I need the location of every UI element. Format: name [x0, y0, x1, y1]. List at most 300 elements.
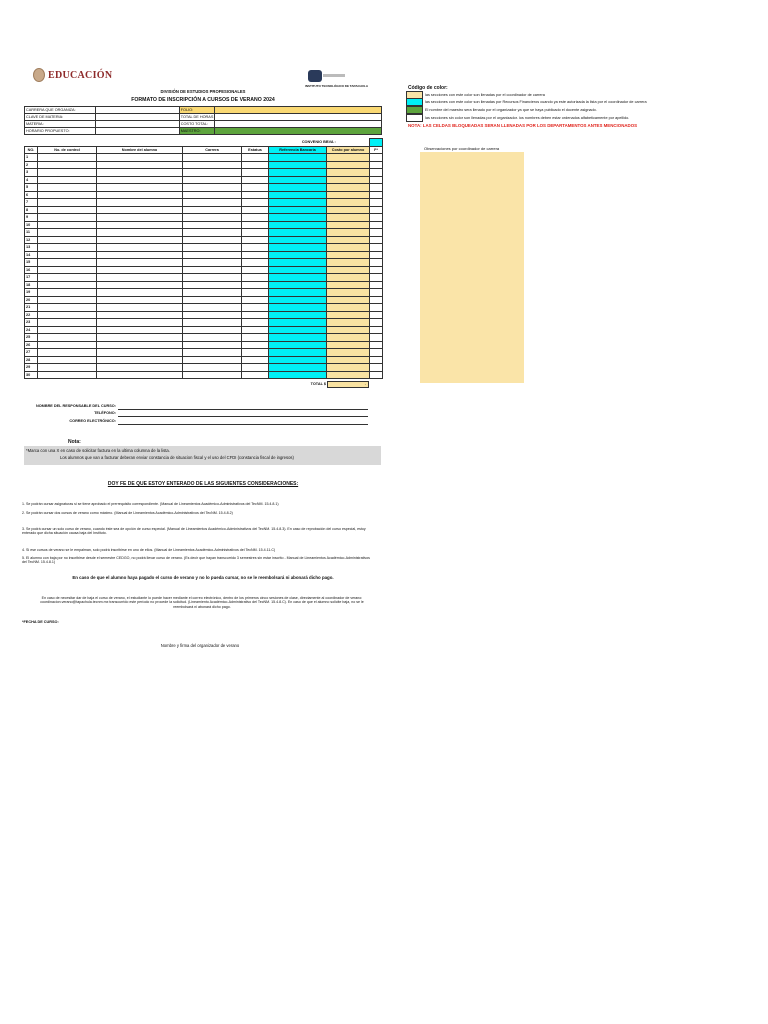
factura-cell[interactable]	[370, 229, 383, 237]
materia-label: MATERIA:	[25, 121, 96, 128]
factura-cell[interactable]	[370, 259, 383, 267]
nombre-cell[interactable]	[97, 169, 183, 177]
nombre-cell[interactable]	[97, 221, 183, 229]
nota-line-1: *Marca con una X en caso de solicitar factura en la ultima columna de la lista.	[26, 448, 170, 453]
institute-mark-icon	[308, 70, 322, 82]
table-row	[25, 356, 383, 364]
control-cell[interactable]	[38, 296, 97, 304]
carrera-cell[interactable]	[183, 191, 242, 199]
control-cell[interactable]	[38, 199, 97, 207]
factura-cell[interactable]	[370, 364, 383, 372]
factura-cell[interactable]	[370, 221, 383, 229]
control-cell[interactable]	[38, 244, 97, 252]
estatus-cell[interactable]	[242, 274, 269, 282]
nombre-cell[interactable]	[97, 326, 183, 334]
costo-cell[interactable]	[327, 311, 370, 319]
carrera-cell[interactable]	[183, 334, 242, 342]
carrera-cell[interactable]	[183, 289, 242, 297]
referencia-cell[interactable]	[269, 326, 327, 334]
costo-cell[interactable]	[327, 296, 370, 304]
carrera-cell[interactable]	[183, 349, 242, 357]
considerations-title: DOY FE DE QUE ESTOY ENTERADO DE LAS SIGUIENTES CONSIDERACIONES:	[107, 481, 299, 487]
consideration-2: 2. Se podrán cursar dos cursos de verano como máximo. (Manual de Lineamientos Académico-Administrativos del TecNM. 15.4.8.2)	[22, 511, 233, 515]
row-number: 9	[25, 214, 38, 222]
carrera-cell[interactable]	[183, 214, 242, 222]
nombre-cell[interactable]	[97, 161, 183, 169]
col-no: NO.	[25, 146, 38, 154]
row-number: 26	[25, 341, 38, 349]
carrera-cell[interactable]	[183, 311, 242, 319]
referencia-cell[interactable]	[269, 259, 327, 267]
estatus-cell[interactable]	[242, 296, 269, 304]
row-number: 27	[25, 349, 38, 357]
referencia-cell[interactable]	[269, 184, 327, 192]
withdrawal-paragraph: En caso de necesitar dar de baja el curso de verano, el estudiante lo puede hacer mediante el correo electrónico, dentro de los primeros cinco sesiones de clase, directamente al coordinador de verano: coordinacion.verano@tapachula.tecnm.mx transcurrido este período no procede la solicitud. (Lineamiento Académico-Administrativo del TecNM. 15.4.8.C). En caso de que el alumno solicite baja, no se le reembolsará ni abonará dicho pago.	[40, 596, 364, 609]
division-title: DIVISIÓN DE ESTUDIOS PROFESIONALES	[160, 89, 246, 94]
nombre-cell[interactable]	[97, 371, 183, 379]
nombre-cell[interactable]	[97, 296, 183, 304]
observations-box[interactable]	[420, 152, 524, 383]
factura-cell[interactable]	[370, 289, 383, 297]
costo-cell[interactable]	[327, 244, 370, 252]
referencia-cell[interactable]	[269, 169, 327, 177]
control-cell[interactable]	[38, 251, 97, 259]
carrera-cell[interactable]	[183, 184, 242, 192]
carrera-cell[interactable]	[183, 281, 242, 289]
costo-cell[interactable]	[327, 259, 370, 267]
color-code-row-2	[406, 98, 716, 105]
table-row	[25, 199, 383, 207]
factura-cell[interactable]	[370, 274, 383, 282]
estatus-cell[interactable]	[242, 311, 269, 319]
carrera-cell[interactable]	[183, 206, 242, 214]
referencia-cell[interactable]	[269, 281, 327, 289]
estatus-cell[interactable]	[242, 251, 269, 259]
table-row	[25, 349, 383, 357]
referencia-cell[interactable]	[269, 176, 327, 184]
costo-cell[interactable]	[327, 281, 370, 289]
factura-cell[interactable]	[370, 334, 383, 342]
responsable-line[interactable]	[118, 409, 368, 410]
carrera-cell[interactable]	[183, 169, 242, 177]
factura-cell[interactable]	[370, 356, 383, 364]
referencia-cell[interactable]	[269, 356, 327, 364]
costo-total-label: COSTO TOTAL:	[179, 121, 215, 128]
estatus-cell[interactable]	[242, 266, 269, 274]
nombre-cell[interactable]	[97, 334, 183, 342]
clave-field[interactable]	[96, 114, 179, 121]
factura-cell[interactable]	[370, 199, 383, 207]
referencia-cell[interactable]	[269, 349, 327, 357]
factura-cell[interactable]	[370, 341, 383, 349]
costo-cell[interactable]	[327, 356, 370, 364]
nombre-cell[interactable]	[97, 206, 183, 214]
materia-field[interactable]	[96, 121, 179, 128]
table-row	[25, 319, 383, 327]
factura-cell[interactable]	[370, 281, 383, 289]
carrera-cell[interactable]	[183, 236, 242, 244]
referencia-cell[interactable]	[269, 266, 327, 274]
estatus-cell[interactable]	[242, 326, 269, 334]
costo-cell[interactable]	[327, 266, 370, 274]
costo-cell[interactable]	[327, 206, 370, 214]
referencia-cell[interactable]	[269, 319, 327, 327]
control-cell[interactable]	[38, 161, 97, 169]
table-row	[25, 214, 383, 222]
table-row	[25, 244, 383, 252]
table-row	[25, 326, 383, 334]
referencia-cell[interactable]	[269, 236, 327, 244]
factura-cell[interactable]	[370, 371, 383, 379]
referencia-cell[interactable]	[269, 364, 327, 372]
costo-cell[interactable]	[327, 221, 370, 229]
costo-cell[interactable]	[327, 199, 370, 207]
carrera-cell[interactable]	[183, 229, 242, 237]
costo-cell[interactable]	[327, 371, 370, 379]
nombre-cell[interactable]	[97, 356, 183, 364]
control-cell[interactable]	[38, 326, 97, 334]
control-cell[interactable]	[38, 364, 97, 372]
carrera-cell[interactable]	[183, 341, 242, 349]
estatus-cell[interactable]	[242, 169, 269, 177]
costo-cell[interactable]	[327, 326, 370, 334]
costo-cell[interactable]	[327, 304, 370, 312]
color-swatch	[406, 106, 423, 114]
control-cell[interactable]	[38, 184, 97, 192]
color-code-row-1	[406, 91, 716, 98]
estatus-cell[interactable]	[242, 161, 269, 169]
nombre-cell[interactable]	[97, 311, 183, 319]
estatus-cell[interactable]	[242, 176, 269, 184]
estatus-cell[interactable]	[242, 356, 269, 364]
factura-cell[interactable]	[370, 191, 383, 199]
carrera-cell[interactable]	[183, 319, 242, 327]
control-cell[interactable]	[38, 356, 97, 364]
correo-label: CORREO ELECTRÓNICO:	[69, 419, 116, 423]
carrera-cell[interactable]	[183, 199, 242, 207]
control-cell[interactable]	[38, 229, 97, 237]
estatus-cell[interactable]	[242, 364, 269, 372]
estatus-cell[interactable]	[242, 236, 269, 244]
table-row	[25, 371, 383, 379]
control-cell[interactable]	[38, 236, 97, 244]
factura-cell[interactable]	[370, 244, 383, 252]
carrera-cell[interactable]	[183, 176, 242, 184]
row-number: 15	[25, 259, 38, 267]
costo-cell[interactable]	[327, 349, 370, 357]
control-cell[interactable]	[38, 221, 97, 229]
total-horas-field[interactable]	[215, 114, 382, 121]
carrera-cell[interactable]	[183, 251, 242, 259]
referencia-cell[interactable]	[269, 244, 327, 252]
referencia-cell[interactable]	[269, 371, 327, 379]
costo-cell[interactable]	[327, 319, 370, 327]
carrera-cell[interactable]	[183, 356, 242, 364]
control-cell[interactable]	[38, 274, 97, 282]
color-code-text: las secciones con este color son llenadas por Recursos Financieros cuando ya este autorizada la lista por el coordinador de carrera	[425, 99, 647, 104]
col-nombre: Nombre del alumno	[97, 146, 183, 154]
estatus-cell[interactable]	[242, 191, 269, 199]
costo-cell[interactable]	[327, 154, 370, 162]
table-row	[25, 251, 383, 259]
carrera-cell[interactable]	[183, 221, 242, 229]
row-number: 22	[25, 311, 38, 319]
estatus-cell[interactable]	[242, 319, 269, 327]
factura-cell[interactable]	[370, 161, 383, 169]
estatus-cell[interactable]	[242, 214, 269, 222]
carrera-cell[interactable]	[183, 371, 242, 379]
carrera-cell[interactable]	[183, 161, 242, 169]
table-row	[25, 221, 383, 229]
costo-cell[interactable]	[327, 334, 370, 342]
total-label: TOTAL $	[310, 382, 326, 386]
row-number: 23	[25, 319, 38, 327]
control-cell[interactable]	[38, 319, 97, 327]
convenio-label: CONVENIO BBVA :	[301, 140, 336, 144]
table-row	[25, 259, 383, 267]
referencia-cell[interactable]	[269, 311, 327, 319]
row-number: 8	[25, 206, 38, 214]
carrera-cell[interactable]	[183, 296, 242, 304]
table-row	[25, 311, 383, 319]
col-factura: F*	[370, 146, 383, 154]
nombre-cell[interactable]	[97, 251, 183, 259]
factura-cell[interactable]	[370, 304, 383, 312]
consideration-5: 5. El alumno con baja por no inscribirse desde el semestre CEDGO, no podrá llevar curso de verano. (Es decir que hayan transcurrido 3 semestres sin estar inscrito - Manual de Lineamientos Académico-Administrativos del TecNM. 15.4.8.1)	[22, 556, 370, 565]
row-number: 20	[25, 296, 38, 304]
maestro-field[interactable]	[215, 128, 382, 135]
col-carrera: Carrera	[183, 146, 242, 154]
color-swatch	[406, 114, 423, 122]
carrera-cell[interactable]	[183, 364, 242, 372]
carrera-cell[interactable]	[183, 154, 242, 162]
fecha-label: *FECHA DE CURSO:	[22, 620, 59, 624]
row-number: 14	[25, 251, 38, 259]
factura-cell[interactable]	[370, 326, 383, 334]
costo-total-field[interactable]	[215, 121, 382, 128]
nombre-cell[interactable]	[97, 266, 183, 274]
estatus-cell[interactable]	[242, 221, 269, 229]
control-cell[interactable]	[38, 371, 97, 379]
row-number: 18	[25, 281, 38, 289]
locked-cells-note: NOTA: LAS CELDAS BLOQUEADAS SERAN LLENADAS POR LOS DEPARTAMENTOS ANTES MENCIONADOS	[408, 123, 638, 128]
row-number: 2	[25, 161, 38, 169]
estatus-cell[interactable]	[242, 244, 269, 252]
nombre-cell[interactable]	[97, 319, 183, 327]
costo-cell[interactable]	[327, 341, 370, 349]
costo-cell[interactable]	[327, 229, 370, 237]
referencia-cell[interactable]	[269, 304, 327, 312]
col-estatus: Estatus	[242, 146, 269, 154]
nombre-cell[interactable]	[97, 349, 183, 357]
telefono-line[interactable]	[118, 416, 368, 417]
control-cell[interactable]	[38, 341, 97, 349]
carrera-cell[interactable]	[183, 266, 242, 274]
nombre-cell[interactable]	[97, 274, 183, 282]
firma-label: Nombre y firma del organizador de verano	[160, 643, 240, 648]
estatus-cell[interactable]	[242, 229, 269, 237]
estatus-cell[interactable]	[242, 334, 269, 342]
col-costo: Costo por alumno	[327, 146, 370, 154]
estatus-cell[interactable]	[242, 289, 269, 297]
estatus-cell[interactable]	[242, 259, 269, 267]
control-cell[interactable]	[38, 259, 97, 267]
folio-field[interactable]	[215, 107, 382, 114]
carrera-field[interactable]	[96, 107, 179, 114]
carrera-cell[interactable]	[183, 274, 242, 282]
factura-cell[interactable]	[370, 319, 383, 327]
seal-icon	[33, 68, 45, 82]
referencia-cell[interactable]	[269, 214, 327, 222]
costo-cell[interactable]	[327, 274, 370, 282]
nombre-cell[interactable]	[97, 259, 183, 267]
nombre-cell[interactable]	[97, 229, 183, 237]
factura-cell[interactable]	[370, 176, 383, 184]
referencia-cell[interactable]	[269, 229, 327, 237]
nombre-cell[interactable]	[97, 364, 183, 372]
referencia-cell[interactable]	[269, 296, 327, 304]
referencia-cell[interactable]	[269, 274, 327, 282]
factura-cell[interactable]	[370, 236, 383, 244]
referencia-cell[interactable]	[269, 161, 327, 169]
estatus-cell[interactable]	[242, 304, 269, 312]
control-cell[interactable]	[38, 266, 97, 274]
row-number: 16	[25, 266, 38, 274]
row-number: 30	[25, 371, 38, 379]
table-row	[25, 154, 383, 162]
control-cell[interactable]	[38, 289, 97, 297]
nombre-cell[interactable]	[97, 154, 183, 162]
nombre-cell[interactable]	[97, 184, 183, 192]
observations-label: Observaciones por coordinador de carrera	[424, 146, 500, 151]
referencia-cell[interactable]	[269, 191, 327, 199]
referencia-cell[interactable]	[269, 341, 327, 349]
costo-cell[interactable]	[327, 176, 370, 184]
estatus-cell[interactable]	[242, 206, 269, 214]
carrera-cell[interactable]	[183, 326, 242, 334]
control-cell[interactable]	[38, 281, 97, 289]
costo-cell[interactable]	[327, 251, 370, 259]
factura-cell[interactable]	[370, 169, 383, 177]
factura-cell[interactable]	[370, 184, 383, 192]
course-info-grid	[24, 106, 382, 135]
table-row	[25, 289, 383, 297]
nombre-cell[interactable]	[97, 304, 183, 312]
factura-cell[interactable]	[370, 311, 383, 319]
costo-cell[interactable]	[327, 289, 370, 297]
referencia-cell[interactable]	[269, 289, 327, 297]
estatus-cell[interactable]	[242, 154, 269, 162]
row-number: 6	[25, 191, 38, 199]
control-cell[interactable]	[38, 311, 97, 319]
factura-cell[interactable]	[370, 154, 383, 162]
control-cell[interactable]	[38, 169, 97, 177]
costo-cell[interactable]	[327, 364, 370, 372]
costo-cell[interactable]	[327, 169, 370, 177]
estatus-cell[interactable]	[242, 184, 269, 192]
factura-cell[interactable]	[370, 266, 383, 274]
control-cell[interactable]	[38, 214, 97, 222]
estatus-cell[interactable]	[242, 349, 269, 357]
nombre-cell[interactable]	[97, 191, 183, 199]
referencia-cell[interactable]	[269, 199, 327, 207]
horario-label: HORARIO PROPUESTO:	[25, 128, 96, 135]
estatus-cell[interactable]	[242, 281, 269, 289]
control-cell[interactable]	[38, 154, 97, 162]
table-row	[25, 304, 383, 312]
costo-cell[interactable]	[327, 236, 370, 244]
col-referencia: Referencia Bancaria	[269, 146, 327, 154]
nombre-cell[interactable]	[97, 199, 183, 207]
costo-cell[interactable]	[327, 161, 370, 169]
estatus-cell[interactable]	[242, 341, 269, 349]
nombre-cell[interactable]	[97, 214, 183, 222]
education-logo-text: EDUCACIÓN	[48, 69, 113, 81]
costo-cell[interactable]	[327, 191, 370, 199]
row-number: 13	[25, 244, 38, 252]
row-number: 19	[25, 289, 38, 297]
factura-cell[interactable]	[370, 349, 383, 357]
control-cell[interactable]	[38, 334, 97, 342]
nombre-cell[interactable]	[97, 244, 183, 252]
control-cell[interactable]	[38, 349, 97, 357]
estatus-cell[interactable]	[242, 371, 269, 379]
nombre-cell[interactable]	[97, 176, 183, 184]
row-number: 17	[25, 274, 38, 282]
referencia-cell[interactable]	[269, 334, 327, 342]
student-table	[24, 138, 383, 379]
nombre-cell[interactable]	[97, 236, 183, 244]
consideration-4: 4. Si ese cursos de verano se le empalman, solo podrá inscribirse en uno de ellos. (Manual de Lineamientos Académico-Administrativos del TecNM. 15.4.11.C)	[22, 548, 276, 552]
row-number: 21	[25, 304, 38, 312]
costo-cell[interactable]	[327, 214, 370, 222]
factura-cell[interactable]	[370, 206, 383, 214]
color-code-text: El nombre del maestro sera llenado por el organizador ya que se haya publicado el docente asignado.	[425, 107, 597, 112]
estatus-cell[interactable]	[242, 199, 269, 207]
row-number: 5	[25, 184, 38, 192]
carrera-cell[interactable]	[183, 259, 242, 267]
referencia-cell[interactable]	[269, 154, 327, 162]
referencia-cell[interactable]	[269, 221, 327, 229]
factura-cell[interactable]	[370, 296, 383, 304]
control-cell[interactable]	[38, 206, 97, 214]
referencia-cell[interactable]	[269, 251, 327, 259]
factura-cell[interactable]	[370, 214, 383, 222]
table-row	[25, 274, 383, 282]
consideration-1: 1. Se podrán cursar asignaturas si se tiene aprobado el prerrequisito correspondiente. (Manual de Lineamientos Académico-Administrativos del TecNM. 15.4.8.1)	[22, 502, 279, 506]
control-cell[interactable]	[38, 191, 97, 199]
nota-label: Nota:	[68, 439, 81, 445]
carrera-cell[interactable]	[183, 304, 242, 312]
control-cell[interactable]	[38, 176, 97, 184]
costo-cell[interactable]	[327, 184, 370, 192]
table-row	[25, 266, 383, 274]
carrera-cell[interactable]	[183, 244, 242, 252]
horario-field[interactable]	[96, 128, 179, 135]
table-row	[25, 341, 383, 349]
color-code-text: las secciones sin color son llenadas por el organizador. los nombres deben estar ordenados alfabeticamente por apellido.	[425, 115, 630, 120]
table-row	[25, 206, 383, 214]
factura-cell[interactable]	[370, 251, 383, 259]
referencia-cell[interactable]	[269, 206, 327, 214]
correo-line[interactable]	[118, 424, 368, 425]
nombre-cell[interactable]	[97, 341, 183, 349]
nombre-cell[interactable]	[97, 289, 183, 297]
control-cell[interactable]	[38, 304, 97, 312]
nombre-cell[interactable]	[97, 281, 183, 289]
institute-name: INSTITUTO TECNOLÓGICO DE TAPACHULA	[305, 84, 368, 88]
table-row	[25, 364, 383, 372]
